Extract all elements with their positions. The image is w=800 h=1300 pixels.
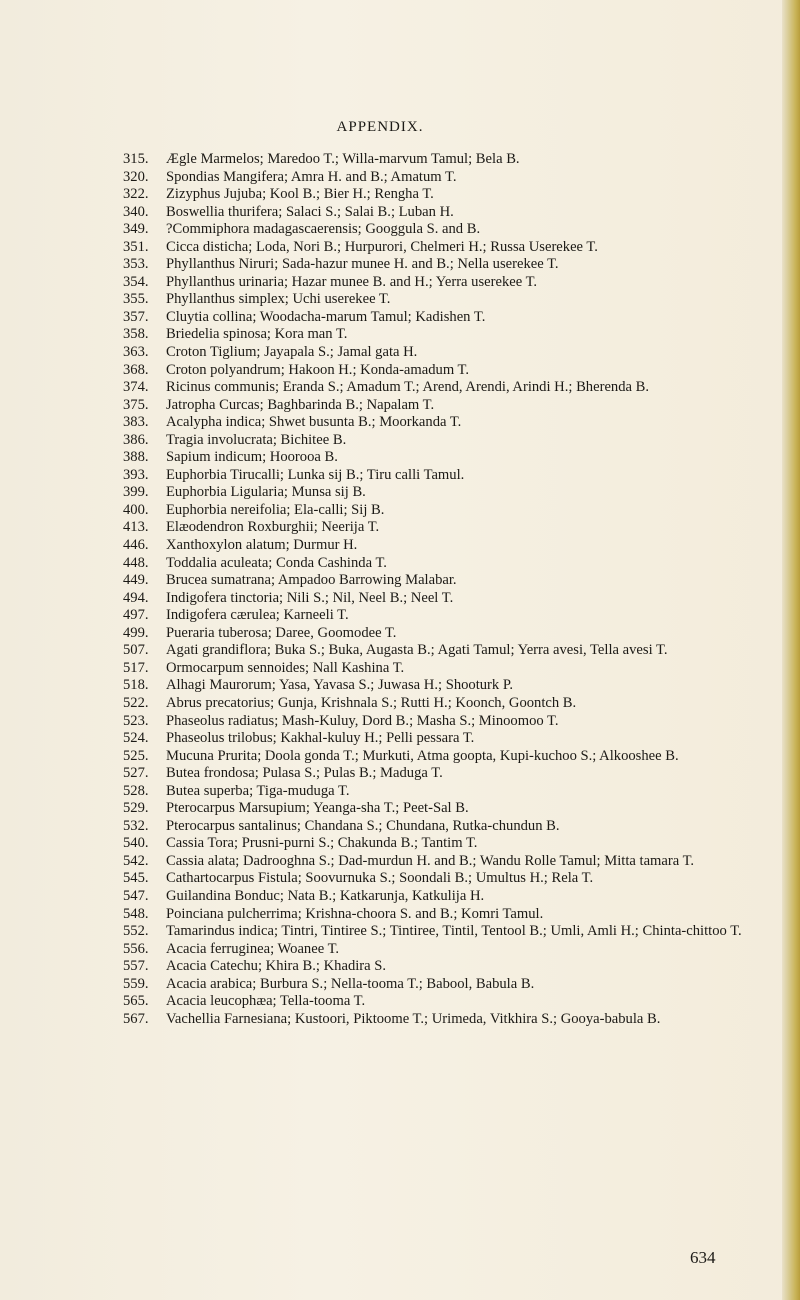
entry-text: Indigofera tinctoria; Nili S.; Nil, Neel B.; Neel T. (166, 589, 454, 606)
entry-row (123, 432, 763, 450)
entry-number: 545. (123, 870, 149, 887)
entry-number: 523. (123, 712, 149, 729)
entry-number: 548. (123, 905, 149, 922)
entry-number: 499. (123, 624, 149, 641)
entry-number: 368. (123, 361, 149, 378)
entry-number: 374. (123, 379, 149, 396)
entry-number: 388. (123, 449, 149, 466)
entry-number: 518. (123, 677, 149, 694)
entry-row (123, 1011, 763, 1029)
entry-row (123, 519, 763, 537)
entry-number: 556. (123, 940, 149, 957)
entry-number: 340. (123, 203, 149, 220)
entry-row (123, 204, 763, 222)
entry-row (123, 730, 763, 748)
entry-text: Jatropha Curcas; Baghbarinda B.; Napalam T. (166, 396, 435, 413)
entry-row (123, 941, 763, 959)
entry-text: Euphorbia Ligularia; Munsa sij B. (166, 484, 366, 501)
entry-number: 527. (123, 765, 149, 782)
entry-row (123, 397, 763, 415)
entry-number: 525. (123, 747, 149, 764)
entry-text: Pueraria tuberosa; Daree, Goomodee T. (166, 624, 397, 641)
entry-text: Elæodendron Roxburghii; Neerija T. (166, 519, 380, 536)
entry-number: 542. (123, 852, 149, 869)
entry-row (123, 572, 763, 590)
entry-text: Butea frondosa; Pulasa S.; Pulas B.; Maduga T. (166, 765, 443, 782)
entry-text: Phyllanthus simplex; Uchi userekee T. (166, 291, 391, 308)
entry-number: 413. (123, 519, 149, 536)
entry-text: Toddalia aculeata; Conda Cashinda T. (166, 554, 387, 571)
entry-row (123, 800, 763, 818)
entry-row (123, 151, 763, 169)
entry-text: Butea superba; Tiga-muduga T. (166, 782, 350, 799)
entry-row (123, 906, 763, 924)
entry-row (123, 625, 763, 643)
entry-text: Phaseolus radiatus; Mash-Kuluy, Dord B.; Masha S.; Minoomoo T. (166, 712, 559, 729)
entry-text: Boswellia thurifera; Salaci S.; Salai B.; Luban H. (166, 203, 454, 220)
entry-number: 522. (123, 694, 149, 711)
entry-text: Cluytia collina; Woodacha-marum Tamul; Kadishen T. (166, 308, 486, 325)
entry-text: Xanthoxylon alatum; Durmur H. (166, 537, 358, 554)
entry-number: 567. (123, 1010, 149, 1027)
entry-row (123, 958, 763, 976)
entry-row (123, 590, 763, 608)
entry-row (123, 888, 763, 906)
entry-number: 383. (123, 414, 149, 431)
entry-text: Agati grandiflora; Buka S.; Buka, Augasta B.; Agati Tamul; Yerra avesi, Tella avesi T. (166, 642, 668, 659)
entry-row (123, 186, 763, 204)
entry-text: Cicca disticha; Loda, Nori B.; Hurpurori, Chelmeri H.; Russa Userekee T. (166, 238, 598, 255)
page-edge (782, 0, 800, 1300)
entry-row (123, 449, 763, 467)
entry-number: 449. (123, 572, 149, 589)
entry-number: 353. (123, 256, 149, 273)
entry-number: 322. (123, 186, 149, 203)
entry-row (123, 607, 763, 625)
entry-number: 399. (123, 484, 149, 501)
entry-text: Acacia ferruginea; Woanee T. (166, 940, 340, 957)
entry-number: 393. (123, 466, 149, 483)
entry-text: Pterocarpus santalinus; Chandana S.; Chundana, Rutka-chundun B. (166, 817, 560, 834)
entry-text: Euphorbia nereifolia; Ela-calli; Sij B. (166, 501, 385, 518)
entry-row (123, 169, 763, 187)
entry-number: 494. (123, 589, 149, 606)
entry-number: 517. (123, 659, 149, 676)
entry-number: 552. (123, 923, 149, 940)
entry-number: 375. (123, 396, 149, 413)
entry-number: 354. (123, 273, 149, 290)
entry-text: Sapium indicum; Hoorooa B. (166, 449, 338, 466)
entry-text: Acacia Catechu; Khira B.; Khadira S. (166, 958, 387, 975)
entry-row (123, 291, 763, 309)
entry-number: 507. (123, 642, 149, 659)
entry-row (123, 923, 763, 941)
entry-text: Tragia involucrata; Bichitee B. (166, 431, 347, 448)
entry-number: 497. (123, 607, 149, 624)
entry-number: 540. (123, 835, 149, 852)
entry-row (123, 555, 763, 573)
entry-number: 559. (123, 975, 149, 992)
entry-row (123, 713, 763, 731)
entry-text: Euphorbia Tirucalli; Lunka sij B.; Tiru calli Tamul. (166, 466, 465, 483)
entry-text: Brucea sumatrana; Ampadoo Barrowing Malabar. (166, 572, 457, 589)
entry-row (123, 274, 763, 292)
entry-row (123, 256, 763, 274)
entry-number: 448. (123, 554, 149, 571)
entry-text: Mucuna Prurita; Doola gonda T.; Murkuti, Atma goopta, Kupi-kuchoo S.; Alkooshee B. (166, 747, 679, 764)
entry-number: 386. (123, 431, 149, 448)
entry-row (123, 976, 763, 994)
entry-text: Guilandina Bonduc; Nata B.; Katkarunja, Katkulija H. (166, 887, 485, 904)
entry-row (123, 993, 763, 1011)
entry-list (123, 151, 763, 1028)
entry-row (123, 309, 763, 327)
entry-row (123, 414, 763, 432)
entry-row (123, 362, 763, 380)
entry-row (123, 502, 763, 520)
entry-number: 532. (123, 817, 149, 834)
entry-row (123, 818, 763, 836)
entry-row (123, 221, 763, 239)
entry-row (123, 853, 763, 871)
entry-text: Abrus precatorius; Gunja, Krishnala S.; Rutti H.; Koonch, Goontch B. (166, 694, 577, 711)
entry-number: 349. (123, 221, 149, 238)
entry-text: Briedelia spinosa; Kora man T. (166, 326, 348, 343)
entry-text: Alhagi Maurorum; Yasa, Yavasa S.; Juwasa H.; Shooturk P. (166, 677, 514, 694)
entry-text: Cassia alata; Dadrooghna S.; Dad-murdun H. and B.; Wandu Rolle Tamul; Mitta tamara T. (166, 852, 695, 869)
entry-text: Acacia arabica; Burbura S.; Nella-tooma T.; Babool, Babula B. (166, 975, 535, 992)
entry-row (123, 537, 763, 555)
entry-row (123, 344, 763, 362)
entry-row (123, 870, 763, 888)
entry-row (123, 642, 763, 660)
entry-number: 358. (123, 326, 149, 343)
entry-number: 446. (123, 537, 149, 554)
entry-number: 351. (123, 238, 149, 255)
entry-number: 315. (123, 151, 149, 167)
entry-row (123, 835, 763, 853)
entry-text: Ricinus communis; Eranda S.; Amadum T.; Arend, Arendi, Arindi H.; Bherenda B. (166, 379, 650, 396)
entry-number: 363. (123, 344, 149, 361)
entry-row (123, 765, 763, 783)
entry-row (123, 695, 763, 713)
entry-row (123, 467, 763, 485)
entry-text: Spondias Mangifera; Amra H. and B.; Amatum T. (166, 168, 457, 185)
entry-text: Cathartocarpus Fistula; Soovurnuka S.; Soondali B.; Umultus H.; Rela T. (166, 870, 594, 887)
entry-row (123, 677, 763, 695)
entry-number: 528. (123, 782, 149, 799)
entry-row (123, 484, 763, 502)
entry-number: 565. (123, 993, 149, 1010)
entry-text: Phaseolus trilobus; Kakhal-kuluy H.; Pelli pessara T. (166, 730, 475, 747)
entry-number: 355. (123, 291, 149, 308)
entry-number: 524. (123, 730, 149, 747)
entry-text: Poinciana pulcherrima; Krishna-choora S. and B.; Komri Tamul. (166, 905, 544, 922)
entry-number: 357. (123, 308, 149, 325)
entry-text: Acalypha indica; Shwet busunta B.; Moorkanda T. (166, 414, 462, 431)
page-number: 634 (690, 1248, 716, 1267)
entry-row (123, 239, 763, 257)
entry-text: Phyllanthus Niruri; Sada-hazur munee H. and B.; Nella userekee T. (166, 256, 559, 273)
entry-text: Cassia Tora; Prusni-purni S.; Chakunda B.; Tantim T. (166, 835, 478, 852)
entry-text: Croton Tiglium; Jayapala S.; Jamal gata H. (166, 344, 418, 361)
entry-text: Croton polyandrum; Hakoon H.; Konda-amadum T. (166, 361, 470, 378)
entry-row (123, 326, 763, 344)
entry-row (123, 379, 763, 397)
entry-text: Phyllanthus urinaria; Hazar munee B. and H.; Yerra userekee T. (166, 273, 538, 290)
entry-number: 320. (123, 168, 149, 185)
entry-number: 547. (123, 887, 149, 904)
entry-number: 557. (123, 958, 149, 975)
page-header: APPENDIX. (336, 119, 424, 135)
entry-text: Vachellia Farnesiana; Kustoori, Piktoome T.; Urimeda, Vitkhira S.; Gooya-babula B. (166, 1010, 661, 1027)
entry-text: Acacia leucophæa; Tella-tooma T. (166, 993, 366, 1010)
entry-text: ?Commiphora madagascaerensis; Googgula S. and B. (166, 221, 481, 238)
entry-text: Pterocarpus Marsupium; Yeanga-sha T.; Peet-Sal B. (166, 800, 469, 817)
entry-row (123, 660, 763, 678)
entry-text: Zizyphus Jujuba; Kool B.; Bier H.; Rengha T. (166, 186, 434, 203)
entry-text: Tamarindus indica; Tintri, Tintiree S.; Tintiree, Tintil, Tentool B.; Umli, Amli H.; Chinta-chittoo T. (166, 923, 742, 940)
entry-row (123, 748, 763, 766)
entry-number: 529. (123, 800, 149, 817)
entry-text: Ægle Marmelos; Maredoo T.; Willa-marvum Tamul; Bela B. (166, 151, 520, 167)
entry-number: 400. (123, 501, 149, 518)
entry-text: Indigofera cærulea; Karneeli T. (166, 607, 349, 624)
entry-row (123, 783, 763, 801)
entry-text: Ormocarpum sennoides; Nall Kashina T. (166, 659, 405, 676)
